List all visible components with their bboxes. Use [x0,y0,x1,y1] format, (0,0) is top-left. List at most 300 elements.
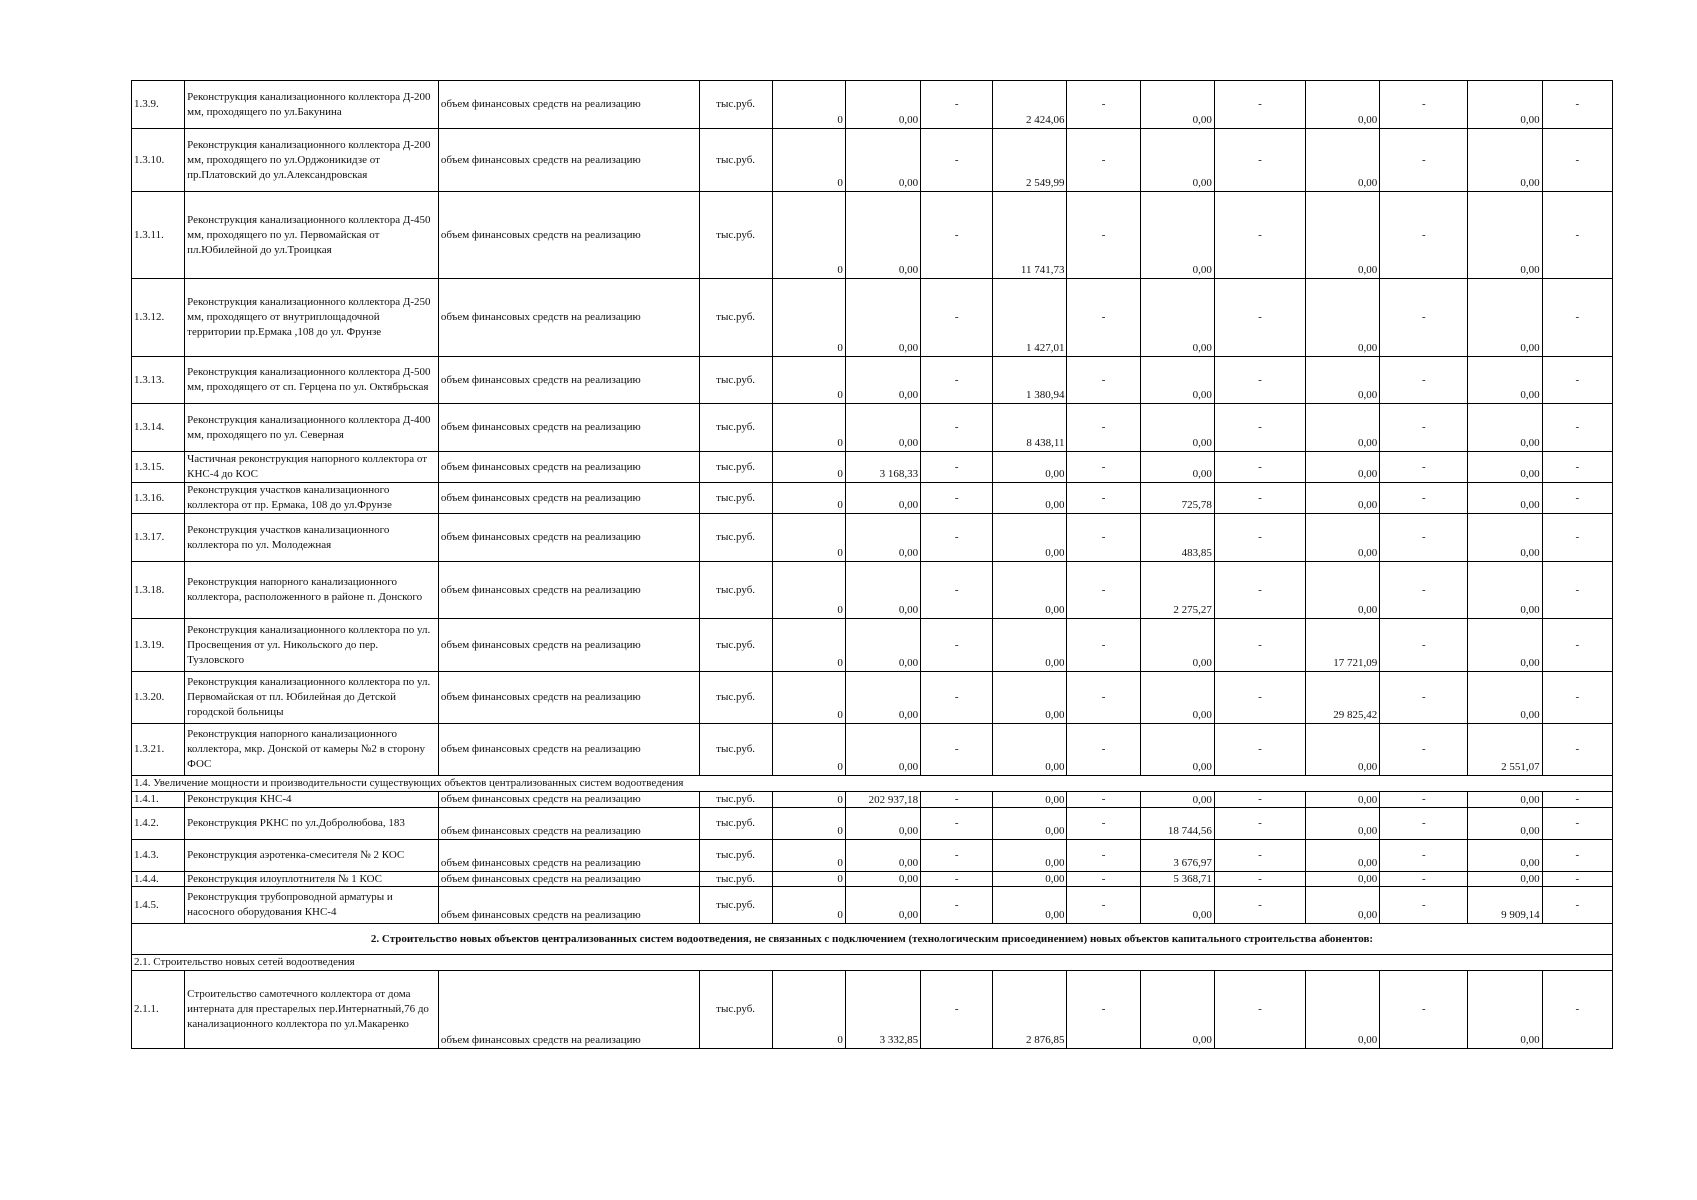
row-dash-4: - [1380,129,1468,192]
row-unit: тыс.руб. [699,672,772,724]
row-dash-4: - [1380,562,1468,619]
row-dash-2: - [1067,404,1140,452]
row-dash-2: - [1067,483,1140,514]
row-value-0: 0 [772,887,845,924]
row-value-4: 0,00 [1306,357,1380,404]
row-value-0: 0 [772,81,845,129]
row-value-0: 0 [772,792,845,808]
row-value-2: 1 380,94 [993,357,1067,404]
row-value-4: 0,00 [1306,840,1380,872]
row-value-1: 0,00 [845,808,920,840]
row-value-5: 0,00 [1468,357,1542,404]
row-value-0: 0 [772,808,845,840]
table-row [132,840,1613,872]
row-dash-5: - [1542,724,1612,776]
row-indicator: объем финансовых средств на реализацию [438,619,699,672]
row-value-3: 2 275,27 [1140,562,1214,619]
table-row [132,971,1613,1049]
row-value-1: 0,00 [845,404,920,452]
row-value-0: 0 [772,357,845,404]
row-value-2: 8 438,11 [993,404,1067,452]
row-value-5: 0,00 [1468,279,1542,357]
row-value-4: 0,00 [1306,81,1380,129]
row-value-3: 0,00 [1140,357,1214,404]
row-dash-2: - [1067,672,1140,724]
table-row [132,887,1613,924]
table-row [132,404,1613,452]
row-dash-4: - [1380,724,1468,776]
row-indicator: объем финансовых средств на реализацию [438,357,699,404]
row-indicator: объем финансовых средств на реализацию [438,81,699,129]
table-row [132,483,1613,514]
row-code: 1.3.11. [132,192,185,279]
row-dash-4: - [1380,619,1468,672]
row-dash-3: - [1214,357,1305,404]
row-value-1: 0,00 [845,872,920,887]
row-indicator: объем финансовых средств на реализацию [438,562,699,619]
row-value-2: 0,00 [993,808,1067,840]
table-row [132,129,1613,192]
row-dash-1: - [921,724,993,776]
row-name: Реконструкция напорного канализационного коллектора, расположенного в районе п. Донского [185,562,439,619]
row-value-0: 0 [772,672,845,724]
row-dash-3: - [1214,483,1305,514]
row-dash-2: - [1067,887,1140,924]
row-value-5: 0,00 [1468,808,1542,840]
row-unit: тыс.руб. [699,724,772,776]
row-value-5: 0,00 [1468,192,1542,279]
row-unit: тыс.руб. [699,81,772,129]
row-name: Реконструкция РКНС по ул.Добролюбова, 183 [185,808,439,840]
table-row [132,619,1613,672]
row-value-1: 0,00 [845,129,920,192]
row-dash-2: - [1067,724,1140,776]
row-value-4: 0,00 [1306,404,1380,452]
row-indicator: объем финансовых средств на реализацию [438,971,699,1049]
row-unit: тыс.руб. [699,483,772,514]
row-indicator: объем финансовых средств на реализацию [438,129,699,192]
row-dash-2: - [1067,514,1140,562]
row-dash-4: - [1380,840,1468,872]
row-unit: тыс.руб. [699,357,772,404]
row-value-0: 0 [772,872,845,887]
row-dash-1: - [921,971,993,1049]
row-dash-3: - [1214,81,1305,129]
table-row [132,792,1613,808]
row-dash-3: - [1214,872,1305,887]
row-dash-5: - [1542,357,1612,404]
table-row [132,514,1613,562]
row-value-1: 0,00 [845,81,920,129]
row-name: Реконструкция КНС-4 [185,792,439,808]
row-value-1: 0,00 [845,279,920,357]
row-dash-3: - [1214,840,1305,872]
row-indicator: объем финансовых средств на реализацию [438,840,699,872]
section-heading [132,924,1613,955]
row-dash-2: - [1067,279,1140,357]
table-row [132,808,1613,840]
row-name: Реконструкция участков канализационного коллектора от пр. Ермака, 108 до ул.Фрунзе [185,483,439,514]
table-row [132,872,1613,887]
row-value-2: 0,00 [993,672,1067,724]
row-dash-5: - [1542,452,1612,483]
row-dash-2: - [1067,357,1140,404]
row-dash-2: - [1067,808,1140,840]
row-value-5: 0,00 [1468,672,1542,724]
row-dash-4: - [1380,357,1468,404]
row-value-2: 0,00 [993,619,1067,672]
row-value-5: 0,00 [1468,971,1542,1049]
row-name: Реконструкция канализационного коллектора Д-250 мм, проходящего от внутриплощадочной территории пр.Ермака ,108 до ул. Фрунзе [185,279,439,357]
row-value-3: 18 744,56 [1140,808,1214,840]
row-name: Реконструкция канализационного коллектора по ул. Первомайская от пл. Юбилейная до Детской городской больницы [185,672,439,724]
row-code: 1.3.20. [132,672,185,724]
row-code: 1.3.10. [132,129,185,192]
row-value-1: 0,00 [845,514,920,562]
row-code: 1.4.5. [132,887,185,924]
row-dash-1: - [921,619,993,672]
row-value-3: 0,00 [1140,192,1214,279]
row-unit: тыс.руб. [699,129,772,192]
row-indicator: объем финансовых средств на реализацию [438,452,699,483]
row-value-0: 0 [772,452,845,483]
row-value-2: 0,00 [993,840,1067,872]
row-indicator: объем финансовых средств на реализацию [438,514,699,562]
row-dash-3: - [1214,619,1305,672]
row-unit: тыс.руб. [699,562,772,619]
row-dash-2: - [1067,562,1140,619]
row-value-3: 483,85 [1140,514,1214,562]
row-dash-3: - [1214,971,1305,1049]
row-unit: тыс.руб. [699,279,772,357]
row-code: 1.4.4. [132,872,185,887]
row-value-4: 0,00 [1306,808,1380,840]
row-dash-3: - [1214,887,1305,924]
row-code: 1.4.1. [132,792,185,808]
table-row [132,279,1613,357]
row-indicator: объем финансовых средств на реализацию [438,887,699,924]
row-dash-5: - [1542,129,1612,192]
row-value-3: 0,00 [1140,404,1214,452]
row-code: 1.3.19. [132,619,185,672]
row-value-5: 0,00 [1468,872,1542,887]
row-value-2: 0,00 [993,562,1067,619]
row-dash-4: - [1380,452,1468,483]
row-dash-4: - [1380,971,1468,1049]
row-unit: тыс.руб. [699,971,772,1049]
row-value-0: 0 [772,192,845,279]
row-dash-2: - [1067,81,1140,129]
row-value-4: 0,00 [1306,971,1380,1049]
row-unit: тыс.руб. [699,404,772,452]
row-dash-1: - [921,404,993,452]
row-value-2: 0,00 [993,887,1067,924]
row-value-2: 0,00 [993,724,1067,776]
row-dash-1: - [921,672,993,724]
table-body [132,81,1613,1049]
row-value-5: 0,00 [1468,129,1542,192]
row-value-1: 0,00 [845,562,920,619]
row-dash-1: - [921,483,993,514]
row-dash-5: - [1542,808,1612,840]
row-unit: тыс.руб. [699,792,772,808]
row-value-3: 0,00 [1140,129,1214,192]
row-value-2: 11 741,73 [993,192,1067,279]
row-value-4: 0,00 [1306,562,1380,619]
row-unit: тыс.руб. [699,619,772,672]
row-value-4: 0,00 [1306,872,1380,887]
row-dash-2: - [1067,971,1140,1049]
row-value-5: 0,00 [1468,404,1542,452]
row-name: Реконструкция канализационного коллектора по ул. Просвещения от ул. Никольского до пер. Тузловского [185,619,439,672]
row-value-4: 0,00 [1306,279,1380,357]
subsection-heading-text: 2.1. Строительство новых сетей водоотведения [132,955,1613,971]
row-dash-5: - [1542,887,1612,924]
row-dash-1: - [921,514,993,562]
row-indicator: объем финансовых средств на реализацию [438,279,699,357]
row-value-0: 0 [772,514,845,562]
row-dash-2: - [1067,129,1140,192]
row-value-5: 9 909,14 [1468,887,1542,924]
row-code: 1.3.17. [132,514,185,562]
row-value-0: 0 [772,619,845,672]
row-dash-5: - [1542,404,1612,452]
table-row [132,192,1613,279]
table-row [132,724,1613,776]
row-value-2: 0,00 [993,792,1067,808]
row-value-1: 0,00 [845,724,920,776]
subsection-heading [132,776,1613,792]
row-unit: тыс.руб. [699,808,772,840]
row-unit: тыс.руб. [699,840,772,872]
row-value-3: 0,00 [1140,81,1214,129]
row-dash-3: - [1214,452,1305,483]
row-value-0: 0 [772,840,845,872]
row-value-1: 202 937,18 [845,792,920,808]
row-dash-4: - [1380,514,1468,562]
row-dash-3: - [1214,129,1305,192]
row-indicator: объем финансовых средств на реализацию [438,672,699,724]
row-value-1: 0,00 [845,887,920,924]
row-value-3: 0,00 [1140,619,1214,672]
table-row [132,452,1613,483]
row-value-1: 3 332,85 [845,971,920,1049]
row-value-0: 0 [772,724,845,776]
row-value-2: 2 424,06 [993,81,1067,129]
row-dash-5: - [1542,562,1612,619]
row-name: Реконструкция канализационного коллектора Д-200 мм, проходящего по ул.Бакунина [185,81,439,129]
row-value-3: 725,78 [1140,483,1214,514]
row-dash-2: - [1067,619,1140,672]
row-dash-1: - [921,279,993,357]
row-dash-3: - [1214,672,1305,724]
subsection-heading-text: 1.4. Увеличение мощности и производительности существующих объектов централизованных систем водоотведения [132,776,1613,792]
row-indicator: объем финансовых средств на реализацию [438,483,699,514]
row-value-3: 0,00 [1140,971,1214,1049]
row-code: 1.4.3. [132,840,185,872]
row-dash-4: - [1380,672,1468,724]
row-value-3: 5 368,71 [1140,872,1214,887]
row-dash-4: - [1380,808,1468,840]
row-value-5: 0,00 [1468,452,1542,483]
row-dash-5: - [1542,192,1612,279]
row-dash-5: - [1542,840,1612,872]
row-value-0: 0 [772,279,845,357]
row-value-1: 0,00 [845,672,920,724]
row-value-1: 0,00 [845,619,920,672]
row-value-1: 0,00 [845,840,920,872]
row-dash-5: - [1542,619,1612,672]
row-value-4: 0,00 [1306,192,1380,279]
row-dash-5: - [1542,279,1612,357]
row-code: 1.3.13. [132,357,185,404]
row-dash-5: - [1542,792,1612,808]
row-code: 1.3.18. [132,562,185,619]
row-value-5: 0,00 [1468,514,1542,562]
row-dash-3: - [1214,279,1305,357]
row-dash-5: - [1542,971,1612,1049]
row-value-3: 0,00 [1140,792,1214,808]
section-heading-text: 2. Строительство новых объектов централизованных систем водоотведения, не связанных с подключением (технологическим присоединением) новых объектов капитального строительства абонентов: [132,924,1613,955]
row-indicator: объем финансовых средств на реализацию [438,404,699,452]
row-dash-3: - [1214,514,1305,562]
row-indicator: объем финансовых средств на реализацию [438,792,699,808]
row-value-4: 0,00 [1306,129,1380,192]
row-value-2: 1 427,01 [993,279,1067,357]
row-value-3: 0,00 [1140,887,1214,924]
row-value-5: 0,00 [1468,619,1542,672]
row-dash-4: - [1380,792,1468,808]
investment-program-table [131,80,1613,1049]
row-value-4: 0,00 [1306,887,1380,924]
row-name: Частичная реконструкция напорного коллектора от КНС-4 до КОС [185,452,439,483]
row-value-1: 3 168,33 [845,452,920,483]
row-name: Реконструкция напорного канализационного коллектора, мкр. Донской от камеры №2 в сторону ФОС [185,724,439,776]
row-dash-4: - [1380,192,1468,279]
row-value-3: 0,00 [1140,452,1214,483]
row-value-4: 17 721,09 [1306,619,1380,672]
row-dash-3: - [1214,792,1305,808]
table-row [132,81,1613,129]
row-value-5: 0,00 [1468,792,1542,808]
row-dash-4: - [1380,483,1468,514]
row-name: Реконструкция илоуплотнителя № 1 КОС [185,872,439,887]
row-dash-4: - [1380,872,1468,887]
row-value-3: 0,00 [1140,279,1214,357]
row-value-4: 0,00 [1306,452,1380,483]
row-value-3: 3 676,97 [1140,840,1214,872]
row-value-2: 0,00 [993,514,1067,562]
table-row [132,357,1613,404]
row-dash-5: - [1542,483,1612,514]
row-code: 1.3.15. [132,452,185,483]
row-value-4: 0,00 [1306,792,1380,808]
row-code: 1.3.21. [132,724,185,776]
row-unit: тыс.руб. [699,887,772,924]
row-value-3: 0,00 [1140,724,1214,776]
row-code: 1.4.2. [132,808,185,840]
row-value-5: 0,00 [1468,483,1542,514]
row-value-2: 2 876,85 [993,971,1067,1049]
row-dash-2: - [1067,452,1140,483]
row-value-0: 0 [772,562,845,619]
row-name: Реконструкция канализационного коллектора Д-450 мм, проходящего по ул. Первомайская от пл.Юбилейной до ул.Троицкая [185,192,439,279]
row-value-4: 29 825,42 [1306,672,1380,724]
row-code: 1.3.14. [132,404,185,452]
row-dash-2: - [1067,792,1140,808]
row-value-2: 0,00 [993,483,1067,514]
row-indicator: объем финансовых средств на реализацию [438,808,699,840]
row-value-2: 2 549,99 [993,129,1067,192]
row-code: 2.1.1. [132,971,185,1049]
row-code: 1.3.16. [132,483,185,514]
row-name: Строительство самотечного коллектора от дома интерната для престарелых пер.Интернатный,76 до канализационного коллектора по ул.Макаренко [185,971,439,1049]
row-value-2: 0,00 [993,452,1067,483]
row-value-4: 0,00 [1306,724,1380,776]
row-value-0: 0 [772,971,845,1049]
row-dash-1: - [921,357,993,404]
row-name: Реконструкция канализационного коллектора Д-200 мм, проходящего по ул.Орджоникидзе от пр.Платовский до ул.Александровская [185,129,439,192]
row-dash-1: - [921,562,993,619]
row-dash-2: - [1067,840,1140,872]
row-dash-5: - [1542,872,1612,887]
row-dash-1: - [921,792,993,808]
row-dash-4: - [1380,404,1468,452]
row-dash-3: - [1214,192,1305,279]
row-dash-4: - [1380,81,1468,129]
row-dash-5: - [1542,81,1612,129]
row-dash-1: - [921,129,993,192]
table-row [132,672,1613,724]
row-dash-4: - [1380,279,1468,357]
row-value-4: 0,00 [1306,483,1380,514]
row-unit: тыс.руб. [699,514,772,562]
row-unit: тыс.руб. [699,872,772,887]
row-dash-3: - [1214,404,1305,452]
row-name: Реконструкция канализационного коллектора Д-400 мм, проходящего по ул. Северная [185,404,439,452]
row-value-5: 0,00 [1468,840,1542,872]
row-indicator: объем финансовых средств на реализацию [438,192,699,279]
row-dash-1: - [921,452,993,483]
row-dash-5: - [1542,672,1612,724]
row-value-4: 0,00 [1306,514,1380,562]
row-dash-1: - [921,808,993,840]
row-dash-3: - [1214,724,1305,776]
row-name: Реконструкция канализационного коллектора Д-500 мм, проходящего от сп. Герцена по ул. Октябрьская [185,357,439,404]
row-value-5: 0,00 [1468,81,1542,129]
row-code: 1.3.9. [132,81,185,129]
row-value-1: 0,00 [845,192,920,279]
row-dash-1: - [921,192,993,279]
row-name: Реконструкция участков канализационного коллектора по ул. Молодежная [185,514,439,562]
row-name: Реконструкция трубопроводной арматуры и насосного оборудования КНС-4 [185,887,439,924]
row-dash-1: - [921,81,993,129]
row-unit: тыс.руб. [699,452,772,483]
row-indicator: объем финансовых средств на реализацию [438,872,699,887]
row-value-5: 2 551,07 [1468,724,1542,776]
row-unit: тыс.руб. [699,192,772,279]
row-dash-3: - [1214,808,1305,840]
row-dash-5: - [1542,514,1612,562]
row-indicator: объем финансовых средств на реализацию [438,724,699,776]
table-row [132,562,1613,619]
row-dash-4: - [1380,887,1468,924]
subsection-heading [132,955,1613,971]
row-dash-2: - [1067,192,1140,279]
row-dash-2: - [1067,872,1140,887]
row-value-1: 0,00 [845,483,920,514]
row-name: Реконструкция аэротенка-смесителя № 2 КОС [185,840,439,872]
